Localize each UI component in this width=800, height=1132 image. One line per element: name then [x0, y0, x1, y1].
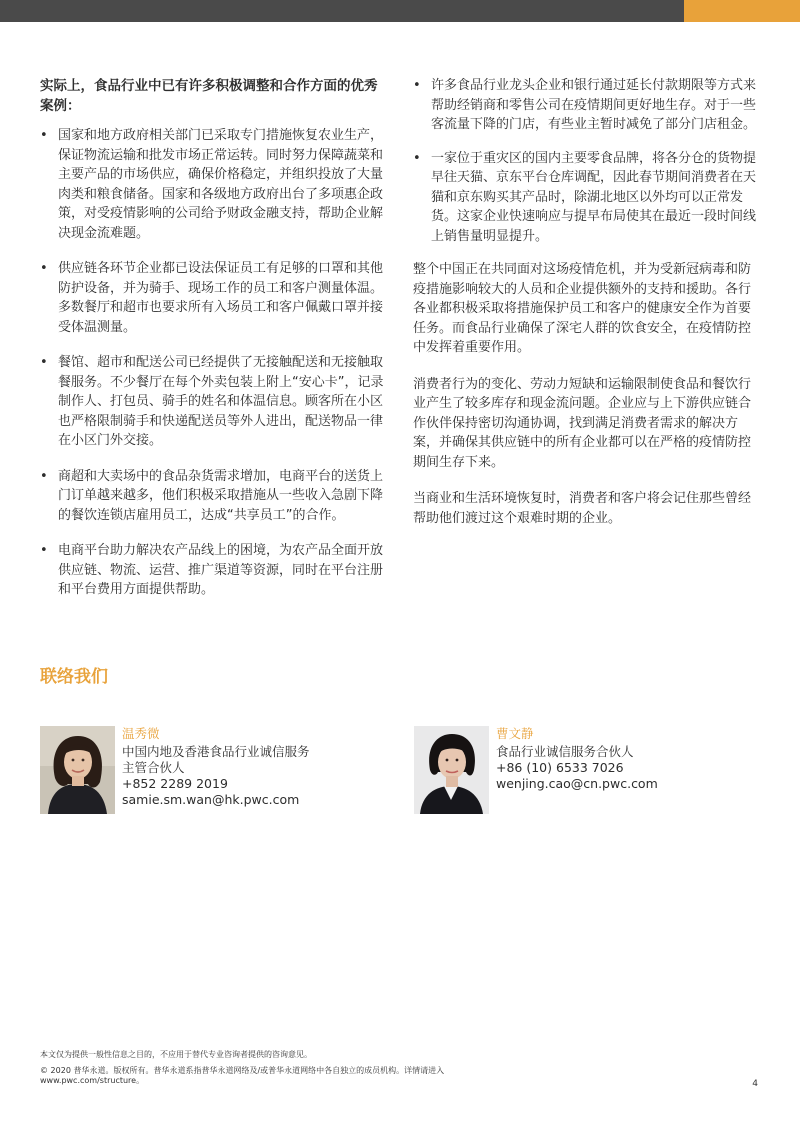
contact-phone[interactable]: +86 (10) 6533 7026 — [496, 760, 624, 775]
contact-email[interactable]: wenjing.cao@cn.pwc.com — [496, 776, 658, 791]
paragraph: 当商业和生活环境恢复时，消费者和客户将会记住那些曾经帮助他们渡过这个艰难时期的企业。 — [413, 491, 752, 526]
contact-info — [496, 726, 756, 792]
list-item: • 商超和大卖场中的食品杂货需求增加，电商平台的送货上门订单越来越多，他们积极采取措施从一些收入急剧下降的餐饮连锁店雇用员工，达成“共享员工”的合作。 — [40, 468, 384, 523]
left-column — [40, 76, 385, 616]
footer-disclaimer: 本文仅为提供一般性信息之目的，不应用于替代专业咨询者提供的咨询意见。 — [40, 1050, 312, 1059]
bullet-icon: • — [413, 78, 421, 93]
footer-copyright: © 2020 普华永道。版权所有。普华永道系指普华永道网络及/或普华永道网络中各自独立的成员机构。详情请进入 — [40, 1066, 445, 1075]
person-photo-icon — [40, 726, 115, 814]
contact-name: 温秀微 — [122, 726, 160, 741]
bullet-icon: • — [40, 468, 48, 484]
footer-link[interactable]: www.pwc.com/structure。 — [40, 1076, 145, 1085]
contact-role: 主管合伙人 — [122, 760, 185, 775]
bullet-icon: • — [40, 261, 48, 276]
bullet-icon: • — [413, 150, 421, 166]
avatar — [40, 726, 115, 814]
contact-info — [122, 726, 382, 808]
avatar — [414, 726, 489, 814]
list-item: • 许多食品行业龙头企业和银行通过延长付款期限等方式来帮助经销商和零售公司在疫情期间更好地生存。对于一些客流量下降的门店，有些业主暂时减免了部分门店租金。 — [413, 78, 757, 132]
list-item: • 餐馆、超市和配送公司已经提供了无接触配送和无接触取餐服务。不少餐厅在每个外卖包装上附上“安心卡”，记录制作人、打包员、骑手的姓名和体温信息。顾客所在小区也严格限制骑手和快递配送员等外人进出，配送物品一律在小区门外交接。 — [40, 355, 384, 448]
bullet-icon: • — [40, 543, 48, 558]
header-bar — [0, 0, 800, 22]
bullet-icon: • — [40, 355, 48, 370]
footer — [40, 1050, 760, 1086]
list-item: • 供应链各环节企业都已设法保证员工有足够的口罩和其他防护设备，并为骑手、现场工作的员工和客户测量体温。多数餐厅和超市也要求所有入场员工和客户佩戴口罩并接受体温测量。 — [40, 261, 384, 335]
person-photo-icon — [414, 726, 489, 814]
list-item: • 电商平台助力解决农产品线上的困境，为农产品全面开放供应链、物流、运营、推广渠道等资源，同时在平台注册和平台费用方面提供帮助。 — [40, 543, 384, 597]
contact-role: 食品行业诚信服务合伙人 — [496, 744, 634, 759]
contact-email[interactable]: samie.sm.wan@hk.pwc.com — [122, 792, 300, 807]
right-bullet-list — [413, 76, 758, 246]
header-accent — [684, 0, 800, 22]
paragraph: 整个中国正在共同面对这场疫情危机，并为受新冠病毒和防疫措施影响较大的人员和企业提供额外的支持和援助。各行各业都积极采取将措施保护员工和客户的健康安全作为首要任务。而食品行业确保了深宅人群的饮食安全，在疫情防控中发挥着重要作用。 — [413, 262, 752, 355]
page-number: 4 — [752, 1079, 758, 1089]
contact-name: 曹文静 — [496, 726, 534, 741]
contact-phone[interactable]: +852 2289 2019 — [122, 776, 228, 791]
contact-title: 联络我们 — [40, 667, 108, 687]
bullet-icon: • — [40, 128, 48, 143]
list-item: • 国家和地方政府相关部门已采取专门措施恢复农业生产，保证物流运输和批发市场正常运转。同时努力保障蔬菜和主要产品的市场供应，确保价格稳定，并组织投放了大量肉类和粮食储备。国家和各级地方政府出台了多项惠企政策，对受疫情影响的公司给予财政金融支持，帮助企业解决现金流难题。 — [40, 128, 384, 241]
list-item: • 一家位于重灾区的国内主要零食品牌，将各分仓的货物提早往天猫、京东平台仓库调配，因此春节期间消费者在天猫和京东购买其产品时，除湖北地区以外均可以正常发货。这家企业快速响应与提早布局使其在最近一段时间线上销售量明显提升。 — [413, 150, 757, 244]
section-heading: 实际上，食品行业中已有许多积极调整和合作方面的优秀案例： — [40, 78, 378, 114]
paragraph: 消费者行为的变化、劳动力短缺和运输限制使食品和餐饮行业产生了较多库存和现金流问题。企业应与上下游供应链合作伙伴保持密切沟通协调，找到满足消费者需求的解决方案，并确保其供应链中的所有企业都可以在严格的疫情防控期间生存下来。 — [413, 376, 752, 470]
right-column — [413, 76, 758, 545]
contact-role: 中国内地及香港食品行业诚信服务 — [122, 744, 310, 759]
left-bullet-list — [40, 126, 385, 600]
